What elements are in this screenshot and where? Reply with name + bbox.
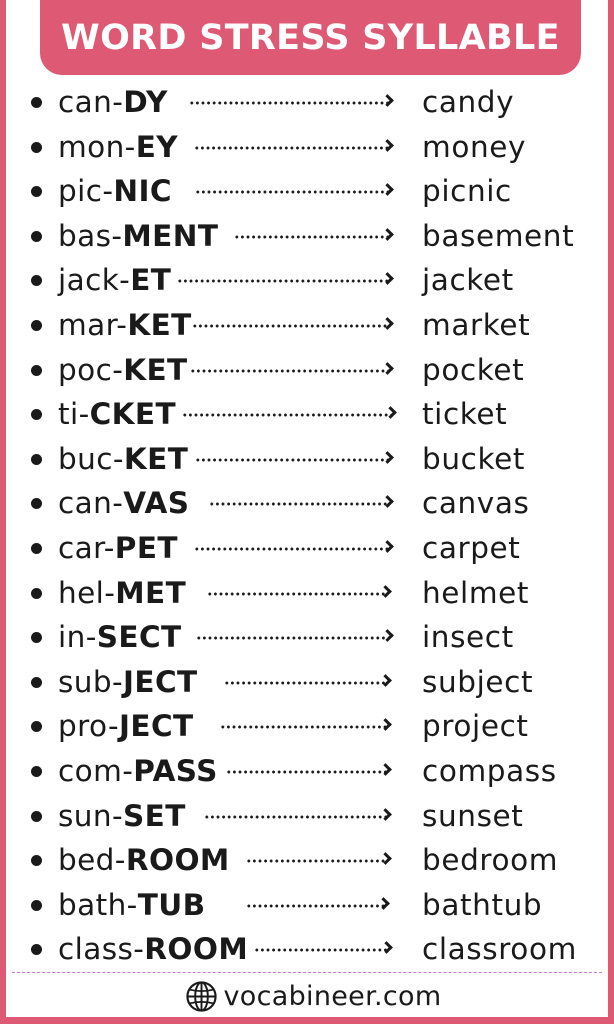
dotted-arrow-icon — [182, 413, 392, 417]
full-word: insect — [422, 620, 514, 655]
syllable-breakdown — [58, 258, 171, 303]
syllable-unstressed: can- — [58, 486, 124, 521]
list-item — [6, 794, 614, 839]
syllable-breakdown — [58, 883, 205, 928]
dotted-arrow-icon — [220, 725, 387, 729]
dotted-arrow-icon — [204, 815, 387, 819]
syllable-breakdown — [58, 303, 192, 348]
syllable-stressed: EY — [135, 129, 179, 164]
syllable-unstressed: sun- — [58, 798, 124, 833]
list-item — [6, 481, 614, 526]
syllable-stressed: DY — [123, 85, 168, 119]
full-word: project — [422, 709, 529, 744]
syllable-stressed: JECT — [119, 709, 194, 744]
list-item — [6, 169, 614, 214]
syllable-stressed: VAS — [123, 486, 190, 521]
bullet-icon — [31, 766, 42, 777]
bullet-icon — [31, 454, 42, 465]
full-word: pocket — [422, 352, 525, 387]
syllable-stressed: MET — [115, 575, 187, 610]
full-word: sunset — [422, 798, 524, 833]
syllable-unstressed: can- — [58, 85, 124, 119]
dotted-arrow-icon — [196, 636, 389, 640]
word-list — [6, 80, 614, 972]
syllable-breakdown — [58, 704, 194, 749]
syllable-stressed: MENT — [122, 218, 219, 253]
full-word: carpet — [422, 530, 521, 565]
syllable-breakdown — [58, 348, 188, 393]
full-word: subject — [422, 664, 534, 699]
full-word: market — [422, 307, 531, 342]
syllable-breakdown — [58, 169, 172, 214]
syllable-breakdown — [58, 80, 168, 125]
syllable-unstressed: mar- — [58, 307, 128, 342]
syllable-stressed: TUB — [137, 887, 206, 922]
list-item — [6, 660, 614, 705]
syllable-unstressed: poc- — [58, 352, 124, 387]
title-banner — [40, 0, 581, 75]
syllable-breakdown — [58, 526, 178, 571]
syllable-breakdown — [58, 437, 188, 482]
syllable-unstressed: bas- — [58, 218, 123, 253]
syllable-stressed: ROOM — [144, 932, 249, 967]
dotted-arrow-icon — [254, 948, 388, 952]
syllable-stressed: KET — [127, 307, 192, 342]
bullet-icon — [31, 588, 42, 599]
full-word: classroom — [422, 932, 577, 967]
full-word: picnic — [422, 174, 512, 209]
full-word: ticket — [422, 397, 508, 432]
list-item — [6, 749, 614, 794]
dotted-arrow-icon — [194, 146, 389, 150]
syllable-stressed: ROOM — [125, 843, 230, 878]
dotted-arrow-icon — [207, 592, 387, 596]
list-item — [6, 303, 614, 348]
dotted-arrow-icon — [246, 904, 385, 908]
syllable-unstressed: pro- — [58, 709, 120, 744]
bullet-icon — [31, 721, 42, 732]
full-word: bucket — [422, 441, 525, 476]
list-item — [6, 571, 614, 616]
full-word: bedroom — [422, 843, 559, 878]
syllable-breakdown — [58, 794, 186, 839]
bullet-icon — [31, 632, 42, 643]
syllable-stressed: SECT — [96, 620, 182, 655]
dotted-arrow-icon — [246, 859, 387, 863]
full-word: helmet — [422, 575, 530, 610]
syllable-unstressed: ti- — [58, 397, 90, 432]
syllable-breakdown — [58, 481, 189, 526]
syllable-breakdown — [58, 615, 182, 660]
dotted-arrow-icon — [194, 547, 389, 551]
syllable-unstressed: com- — [58, 753, 134, 788]
syllable-stressed: CKET — [89, 397, 176, 432]
list-item — [6, 392, 614, 437]
dotted-arrow-icon — [177, 279, 389, 283]
list-item — [6, 526, 614, 571]
bullet-icon — [31, 498, 42, 509]
dotted-arrow-icon — [226, 770, 387, 774]
syllable-stressed: PET — [114, 530, 178, 565]
page-title: WORD STRESS SYLLABLE — [61, 17, 560, 58]
bullet-icon — [31, 365, 42, 376]
syllable-breakdown — [58, 214, 218, 259]
dotted-arrow-icon — [224, 681, 387, 685]
syllable-unstressed: mon- — [58, 129, 136, 164]
syllable-stressed: SET — [123, 798, 186, 833]
full-word: candy — [422, 85, 515, 119]
list-item — [6, 838, 614, 883]
dotted-arrow-icon — [189, 101, 389, 105]
syllable-unstressed: buc- — [58, 441, 124, 476]
bullet-icon — [31, 944, 42, 955]
syllable-stressed: ET — [130, 263, 172, 298]
bullet-icon — [31, 855, 42, 866]
dotted-arrow-icon — [192, 324, 389, 328]
syllable-breakdown — [58, 571, 186, 616]
syllable-breakdown — [58, 749, 218, 794]
bullet-icon — [31, 142, 42, 153]
syllable-breakdown — [58, 660, 198, 705]
dotted-arrow-icon — [190, 369, 389, 373]
list-item — [6, 615, 614, 660]
syllable-stressed: KET — [123, 441, 189, 476]
syllable-stressed: JECT — [123, 664, 198, 699]
list-item — [6, 883, 614, 928]
list-item — [6, 214, 614, 259]
syllable-stressed: PASS — [133, 753, 218, 788]
bullet-icon — [31, 677, 42, 688]
full-word: money — [422, 129, 527, 164]
syllable-breakdown — [58, 125, 178, 170]
syllable-unstressed: bath- — [58, 887, 138, 922]
bullet-icon — [31, 900, 42, 911]
syllable-unstressed: sub- — [58, 664, 124, 699]
dotted-arrow-icon — [209, 502, 389, 506]
list-item — [6, 927, 614, 972]
syllable-stressed: KET — [123, 352, 188, 387]
syllable-unstressed: pic- — [58, 174, 114, 209]
bullet-icon — [31, 811, 42, 822]
syllable-unstressed: bed- — [58, 843, 126, 878]
globe-icon — [185, 980, 218, 1013]
syllable-unstressed: car- — [58, 530, 115, 565]
syllable-stressed: NIC — [113, 174, 172, 209]
list-item — [6, 437, 614, 482]
dotted-arrow-icon — [195, 458, 389, 462]
dotted-arrow-icon — [234, 235, 389, 239]
full-word: jacket — [422, 263, 514, 298]
bullet-icon — [31, 409, 42, 420]
bullet-icon — [31, 543, 42, 554]
full-word: compass — [422, 753, 557, 788]
syllable-unstressed: jack- — [58, 263, 131, 298]
bullet-icon — [31, 97, 42, 108]
syllable-unstressed: hel- — [58, 575, 116, 610]
full-word: bathtub — [422, 887, 543, 922]
list-item — [6, 258, 614, 303]
bullet-icon — [31, 231, 42, 242]
syllable-unstressed: class- — [58, 932, 145, 967]
syllable-breakdown — [58, 927, 248, 972]
footer-divider — [12, 972, 602, 973]
syllable-unstressed: in- — [58, 620, 97, 655]
dotted-arrow-icon — [195, 190, 389, 194]
footer-site-url[interactable]: vocabineer.com — [223, 980, 442, 1012]
list-item — [6, 348, 614, 393]
bullet-icon — [31, 186, 42, 197]
bullet-icon — [31, 275, 42, 286]
syllable-breakdown — [58, 392, 176, 437]
list-item — [6, 125, 614, 170]
footer — [6, 976, 614, 1016]
list-item — [6, 704, 614, 749]
syllable-breakdown — [58, 838, 230, 883]
full-word: basement — [422, 218, 575, 253]
list-item — [6, 80, 614, 125]
full-word: canvas — [422, 486, 530, 521]
bullet-icon — [31, 320, 42, 331]
